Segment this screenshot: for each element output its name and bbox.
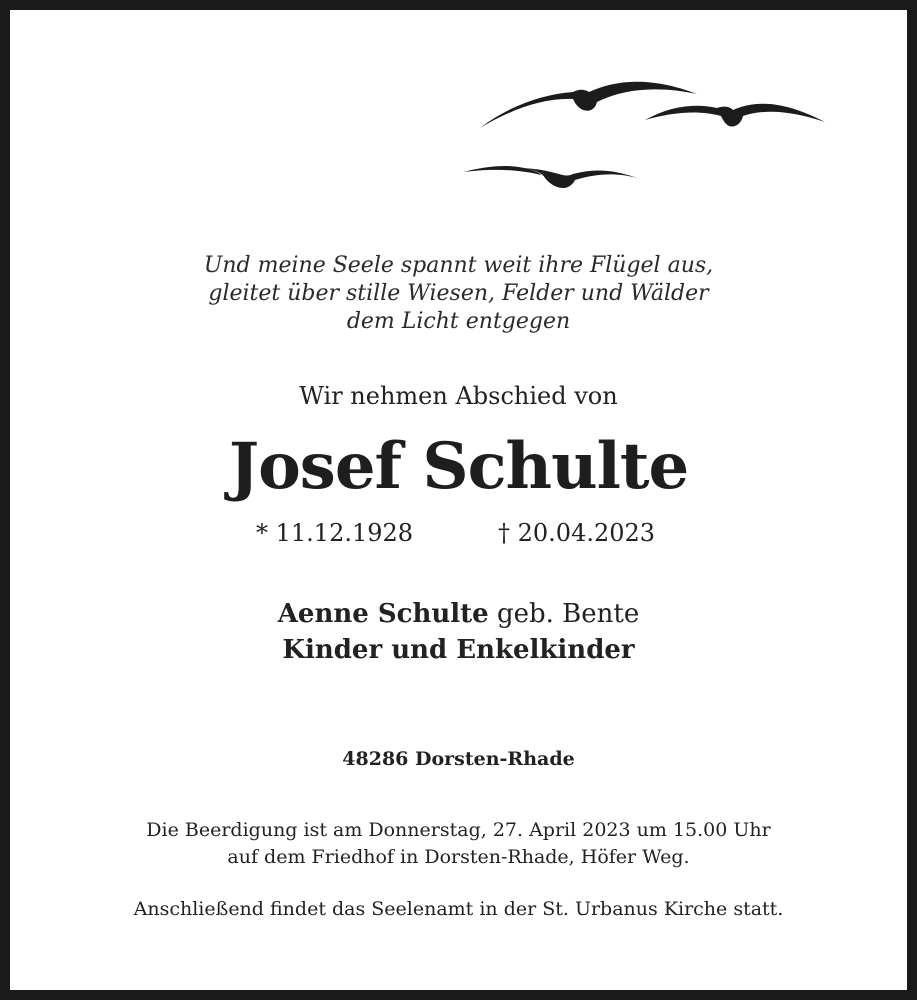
farewell-intro: Wir nehmen Abschied von [299,382,618,410]
poem-line: gleitet über stille Wiesen, Felder und Wälder [208,281,709,306]
spouse-maiden-name: geb. Bente [496,599,640,629]
poem-line: dem Licht entgegen [346,309,571,334]
flying-seagulls-icon [455,70,835,200]
location: 48286 Dorsten-Rhade [342,748,575,770]
funeral-line: auf dem Friedhof in Dorsten-Rhade, Höfer Weg. [227,846,690,868]
death-date: † 20.04.2023 [498,519,656,547]
funeral-line: Die Beerdigung ist am Donnerstag, 27. April 2023 um 15.00 Uhr [146,819,771,841]
poem-line: Und meine Seele spannt weit ihre Flügel aus, [203,253,714,278]
deceased-name: Josef Schulte [228,429,689,504]
family-line: Kinder und Enkelkinder [282,635,635,665]
spouse-line [0,596,917,632]
mourners [0,596,917,668]
poem [0,252,917,336]
spouse-name: Aenne Schulte [277,599,489,629]
birth-date: * 11.12.1928 [256,519,414,547]
requiem-note: Anschließend findet das Seelenamt in der St. Urbanus Kirche statt. [133,898,784,920]
funeral-details [0,817,917,871]
